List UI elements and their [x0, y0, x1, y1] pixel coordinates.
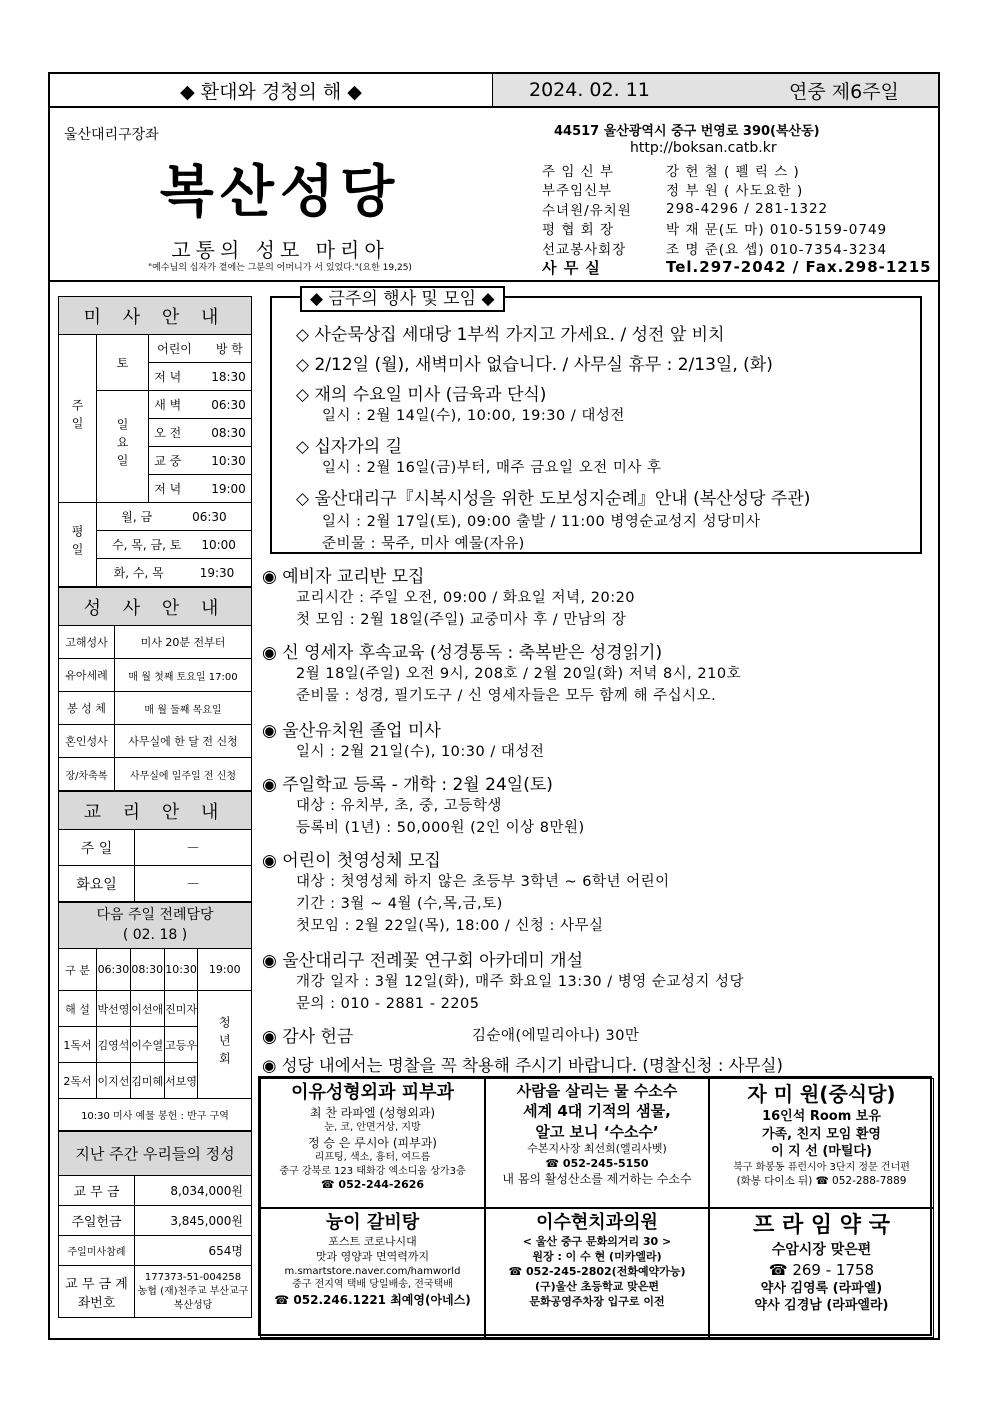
date-week [493, 74, 938, 106]
ad-phone: ☎ 269 - 1758 [768, 1260, 875, 1279]
liturgy-person: 김영석 [97, 1027, 131, 1063]
weekly-events-box [270, 289, 922, 554]
liturgy-col: 19:00 [198, 949, 252, 991]
offering-label: 주일미사참례 [59, 1236, 135, 1266]
staff-row [542, 180, 932, 200]
mass-time: 18:30 [211, 370, 246, 384]
event-item: ◇ 울산대리구『시복시성을 위한 도보성지순례』안내 (복산성당 주관) [296, 489, 811, 509]
staff-value: 298-4296 / 281-1322 [666, 200, 829, 217]
catechism-table [58, 791, 252, 902]
ad-title: 자 미 원(중식당) [747, 1082, 896, 1106]
bulletin-frame [48, 72, 940, 1340]
catechism-day: 화요일 [59, 866, 135, 902]
mass-cell [149, 335, 252, 363]
mass-kind: 어린이 [157, 342, 192, 356]
staff-value: 강 헌 철 ( 펠 릭 스 ) [666, 163, 800, 180]
notice-title: ◉ 어린이 첫영성체 모집 [262, 851, 441, 871]
notice-title: ◉ 울산대리구 전례꽃 연구회 아카데미 개설 [262, 951, 584, 971]
account-bank: 농협 (재)천주교 부산교구 복산성당 [137, 1285, 249, 1311]
notice-title: ◉ 울산유치원 졸업 미사 [262, 721, 441, 741]
ad-title: 늉이 갈비탕 [325, 1212, 420, 1233]
ad-line: 눈, 코, 안면거상, 지방 [324, 1122, 421, 1134]
liturgy-table [58, 902, 252, 1131]
ad-phone: ☎ 052.246.1221 최예영(아네스) [274, 1292, 471, 1307]
event-detail: 일시 : 2월 17일(토), 09:00 출발 / 11:00 병영순교성지 성당미사 [322, 514, 761, 530]
year-theme: ◆ 환대와 경청의 해 ◆ [50, 74, 493, 106]
ad-title: 이유성형외과 피부과 [291, 1082, 454, 1103]
ad-title: 사람을 살리는 물 수소수 [516, 1082, 678, 1100]
mass-cell [149, 419, 252, 447]
staff-row [542, 238, 932, 258]
liturgy-youth [198, 991, 252, 1099]
sacrament-name: 봉 성 체 [59, 692, 115, 725]
liturgy-role: 2독서 [59, 1063, 97, 1099]
ad-card [485, 1208, 709, 1338]
sunlabel [97, 391, 149, 503]
ad-line: 중구 전지역 택배 당일배송, 전국택배 [292, 1279, 453, 1291]
offering-label: 주일헌금 [59, 1206, 135, 1236]
event-item: ◇ 2/12일 (월), 새벽미사 없습니다. / 사무실 휴무 : 2/13일, (화) [296, 355, 773, 375]
weekday-cell [97, 559, 252, 587]
ad-card [260, 1208, 485, 1338]
liturgy-person: 진미자 [164, 991, 198, 1027]
ad-line: (구)울산 초등학교 맞은편 [535, 1279, 659, 1293]
mass-kind: 저 녁 [154, 370, 182, 384]
liturgy-person: 김미혜 [130, 1063, 164, 1099]
ad-card [260, 1078, 485, 1208]
liturgy-role: 1독서 [59, 1027, 97, 1063]
liturgy-person: 고등우 [164, 1027, 198, 1063]
ad-line: 약사 김영록 (라파엘) [760, 1280, 883, 1296]
liturgy-col: 구 분 [59, 949, 97, 991]
ad-line: 맛과 영양과 면역력까지 [315, 1250, 430, 1264]
notice-detail: 문의 : 010 - 2881 - 2205 [296, 996, 480, 1012]
notice-detail: 대상 : 첫영성체 하지 않은 초등부 3학년 ~ 6학년 어린이 [296, 874, 670, 890]
ad-line: 16인석 Room 보유 [762, 1109, 881, 1124]
offering-title: 지난 주간 우리들의 정성 [59, 1132, 252, 1176]
ad-line: 이 지 선 (마틸다) [771, 1144, 872, 1160]
mass-time: 10:30 [211, 454, 246, 468]
top-bar [50, 74, 938, 108]
ad-line: 약사 김경남 (라파엘라) [754, 1298, 889, 1314]
mass-time: 방 학 [215, 342, 243, 356]
sacrament-info: 사무실에 한 달 전 신청 [115, 725, 252, 758]
sacrament-name: 혼인성사 [59, 725, 115, 758]
event-item: ◇ 재의 수요일 미사 (금육과 단식) [296, 385, 547, 405]
staff-role: 평 협 회 장 [542, 222, 615, 239]
notice-detail: 2월 18일(주일) 오전 9시, 208호 / 2월 20일(화) 저녁 8시, 210호 [296, 666, 742, 682]
notice-detail: 첫모임 : 2월 22일(목), 18:00 / 신청 : 사무실 [296, 918, 604, 934]
mass-time: 06:30 [211, 398, 246, 412]
ad-line: 포스트 코로나시대 [328, 1235, 417, 1249]
ad-line: 정 승 은 루시아 (피부과) [308, 1135, 437, 1150]
notice-title: ◉ 성당 내에서는 명찰을 꼭 착용해 주시기 바랍니다. (명찰신청 : 사무실) [262, 1056, 783, 1075]
staff-value: 박 재 문(도 마) 010-5159-0749 [666, 222, 888, 239]
issue-date: 2024. 02. 11 [529, 79, 650, 101]
office-row [542, 258, 932, 278]
staff-value: 조 명 준(요 셉) 010-7354-3234 [666, 241, 888, 258]
ad-line: 북구 화봉동 퓨런시아 3단지 정문 건너편 [733, 1161, 910, 1173]
sat-label: 토 [97, 335, 149, 391]
office-contact: Tel.297-2042 / Fax.298-1215 [666, 258, 932, 277]
weekday-label [59, 503, 97, 587]
liturgy-person: 이선애 [130, 991, 164, 1027]
notice-detail: 준비물 : 성경, 필기도구 / 신 영세자들은 모두 함께 해 주십시오. [296, 688, 717, 704]
ad-phone: ☎ 052-244-2626 [320, 1178, 425, 1192]
liturgy-note: 10:30 미사 예물 봉헌 : 반구 구역 [59, 1099, 252, 1131]
ad-line: 중구 강북로 123 태화강 엑소디움 상가3층 [279, 1165, 466, 1177]
account-number: 177373-51-004258 [144, 1271, 242, 1283]
notice-detail: 대상 : 유치부, 초, 중, 고등학생 [296, 798, 502, 814]
ad-line: 최 찬 라파엘 (성형외과) [309, 1106, 436, 1121]
liturgy-col: 08:30 [130, 949, 164, 991]
event-detail: 일시 : 2월 16일(금)부터, 매주 금요일 오전 미사 후 [322, 460, 662, 476]
ads-grid [258, 1076, 932, 1336]
ad-phone: (화봉 다이소 뒤) ☎ 052-288-7889 [736, 1175, 907, 1188]
notice-detail: 개강 일자 : 3월 12일(화), 매주 화요일 13:30 / 병영 순교성지 성당 [296, 974, 744, 990]
mass-table [58, 296, 252, 587]
weekday-time: 10:00 [201, 538, 236, 552]
liturgy-person: 이수열 [130, 1027, 164, 1063]
mass-cell [149, 475, 252, 503]
notice-title: ◉ 주일학교 등록 - 개학 : 2월 24일(토) [262, 775, 553, 795]
staff-role: 부주임신부 [542, 183, 613, 200]
offering-table [58, 1131, 252, 1318]
church-name: 복산성당 [159, 159, 401, 225]
offering-label: 교 무 금 [59, 1176, 135, 1206]
weekday-days: 수, 목, 금, 토 [112, 538, 182, 552]
weekday-text: 평일 [70, 525, 84, 561]
ad-phone: ☎ 052-245-5150 [545, 1156, 649, 1170]
sacrament-info: 미사 20분 전부터 [115, 626, 252, 659]
liturgy-col: 06:30 [97, 949, 131, 991]
staff-role: 선교봉사회장 [542, 241, 627, 258]
ad-line: 원장 : 이 수 현 (미카엘라) [532, 1250, 662, 1264]
mass-cell [149, 363, 252, 391]
weekday-time: 19:30 [199, 566, 235, 580]
notice-title: ◉ 예비자 교리반 모집 [262, 567, 425, 587]
ad-line: < 울산 중구 문화의거리 30 > [522, 1235, 672, 1249]
notice-detail: 교리시간 : 주일 오전, 09:00 / 화요일 저녁, 20:20 [296, 590, 636, 606]
ad-title: 프 라 임 약 국 [753, 1213, 890, 1238]
liturgy-role: 해 설 [59, 991, 97, 1027]
weekday-days: 화, 수, 목 [113, 566, 164, 580]
mass-kind: 교 중 [154, 454, 182, 468]
liturgy-title [59, 903, 252, 949]
liturgy-youth-text: 청년회 [217, 1016, 232, 1070]
sacrament-table [58, 587, 252, 791]
mass-kind: 새 벽 [154, 398, 182, 412]
mass-time: 08:30 [211, 426, 246, 440]
notice-title: ◉ 감사 헌금 [262, 1027, 354, 1047]
church-patron: 고통의 성모 마리아 [171, 238, 389, 262]
staff-row [542, 199, 932, 219]
mass-kind: 오 전 [154, 426, 182, 440]
sacrament-name: 유아세례 [59, 659, 115, 692]
notice-detail: 첫 모임 : 2월 18일(주일) 교중미사 후 / 만남의 장 [296, 612, 627, 628]
offering-value: 654명 [135, 1236, 252, 1266]
staff-row [542, 219, 932, 239]
catechism-value: － [135, 866, 252, 902]
ad-card [709, 1208, 934, 1338]
ad-line: 내 몸의 활성산소를 제거하는 수소수 [502, 1172, 692, 1187]
ad-line: 알고 보니 ‘수소수’ [535, 1122, 659, 1141]
weekday-time: 06:30 [192, 510, 227, 524]
account-info [135, 1266, 252, 1318]
sunday-text: 주일 [70, 399, 84, 435]
staff-value: 정 부 원 ( 사도요한 ) [666, 183, 804, 200]
event-item: ◇ 사순묵상집 세대당 1부씩 가지고 가세요. / 성전 앞 비치 [296, 325, 725, 345]
ad-line: 가족, 친지 모임 환영 [762, 1126, 881, 1142]
masthead [50, 110, 938, 282]
liturgy-person: 박선영 [97, 991, 131, 1027]
sacrament-info: 매 월 둘째 목요일 [115, 692, 252, 725]
liturgy-date: ( 02. 18 ) [122, 926, 188, 943]
sacrament-info: 매 월 첫째 토요일 17:00 [115, 659, 252, 692]
account-label: 교 무 금 계좌번호 [59, 1266, 135, 1318]
notice-detail: 기간 : 3월 ~ 4월 (수,목,금,토) [296, 896, 503, 912]
mass-time: 19:00 [211, 482, 246, 496]
event-detail: 준비물 : 묵주, 미사 예물(자유) [322, 536, 525, 552]
events-title: ◆ 금주의 행사 및 모임 ◆ [300, 286, 505, 312]
mass-title: 미 사 안 내 [59, 297, 252, 335]
staff-list [542, 160, 932, 277]
offering-value: 3,845,000원 [135, 1206, 252, 1236]
weekday-days: 월, 금 [121, 510, 153, 524]
notice-detail: 김순애(에밀리아나) 30만 [472, 1028, 640, 1044]
mass-cell [149, 391, 252, 419]
sunday-label [59, 335, 97, 503]
notice-title: ◉ 신 영세자 후속교육 (성경통독 : 축복받은 성경읽기) [262, 643, 663, 663]
sacrament-title: 성 사 안 내 [59, 588, 252, 626]
notice-detail: 일시 : 2월 21일(수), 10:30 / 대성전 [296, 744, 545, 760]
ad-card [709, 1078, 934, 1208]
church-url[interactable]: http://boksan.catb.kr [630, 140, 777, 156]
weekday-cell [97, 503, 252, 531]
staff-role: 주 임 신 부 [542, 163, 615, 180]
liturgy-col: 10:30 [164, 949, 198, 991]
diocese-label: 울산대리구장좌 [64, 127, 159, 143]
liturgy-person: 서보영 [164, 1063, 198, 1099]
ad-line: 세계 4대 기적의 샘물, [523, 1102, 671, 1121]
notice-detail: 등록비 (1년) : 50,000원 (2인 이상 8만원) [296, 820, 585, 836]
ad-card [485, 1078, 709, 1208]
catechism-day: 주 일 [59, 830, 135, 866]
liturgy-heading: 다음 주일 전례담당 [96, 906, 214, 923]
liturgical-week: 연중 제6주일 [789, 80, 899, 103]
catechism-value: － [135, 830, 252, 866]
ad-line: 리프팅, 색소, 흉터, 여드름 [314, 1152, 431, 1164]
ad-line: m.smartstore.naver.com/hamworld [284, 1265, 461, 1277]
sunday-day-text: 일요일 [115, 418, 129, 472]
sacrament-name: 장/차축복 [59, 758, 115, 791]
event-detail: 일시 : 2월 14일(수), 10:00, 19:30 / 대성전 [322, 408, 625, 424]
ad-title: 이수현치과의원 [536, 1212, 658, 1233]
sacrament-name: 고해성사 [59, 626, 115, 659]
ad-line: 문화공영주차장 입구로 이전 [529, 1294, 665, 1308]
mass-cell [149, 447, 252, 475]
ad-phone: ☎ 052-245-2802(전화예약가능) [508, 1264, 686, 1278]
staff-role: 수녀원/유치원 [542, 202, 632, 219]
office-label: 사 무 실 [542, 258, 601, 277]
ad-line: 수본지사장 최선희(엘리사벳) [527, 1141, 667, 1155]
weekday-cell [97, 531, 252, 559]
staff-row [542, 160, 932, 180]
scripture-quote: "예수님의 십자가 곁에는 그분의 어머니가 서 있었다."(요한 19,25) [148, 263, 412, 273]
ad-line: 수암시장 맞은편 [771, 1241, 872, 1258]
catechism-title: 교 리 안 내 [59, 792, 252, 830]
mass-kind: 저 녁 [154, 482, 182, 496]
offering-value: 8,034,000원 [135, 1176, 252, 1206]
left-column [58, 296, 252, 1318]
event-item: ◇ 십자가의 길 [296, 437, 402, 457]
liturgy-person: 이지선 [97, 1063, 131, 1099]
sacrament-info: 사무실에 일주일 전 신청 [115, 758, 252, 791]
church-address: 44517 울산광역시 중구 번영로 390(복산동) [554, 124, 820, 139]
